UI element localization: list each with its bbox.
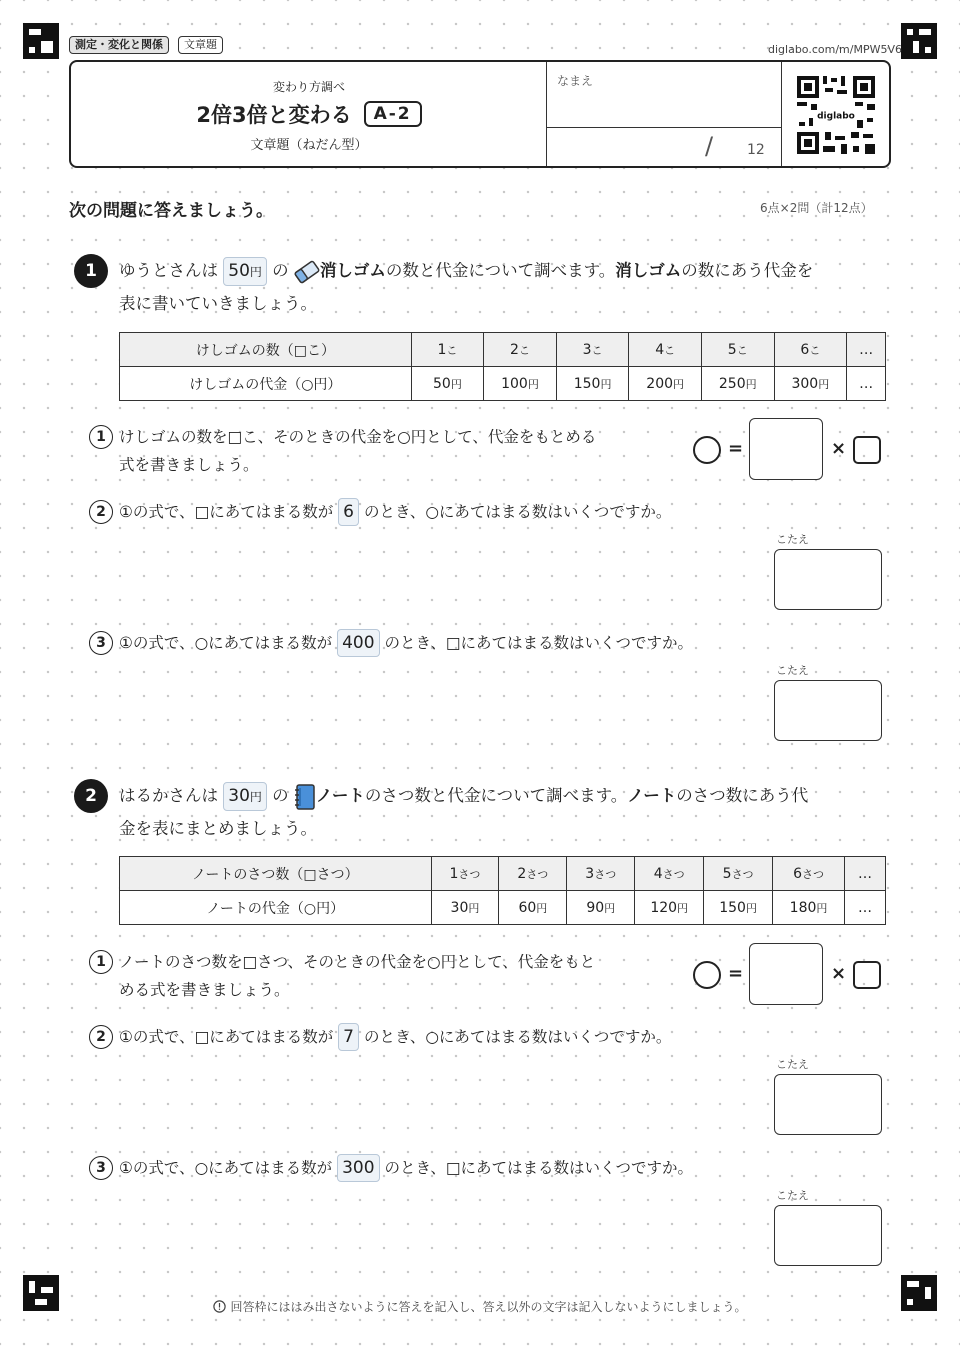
question-1-text: [119, 254, 889, 320]
info-icon: [213, 1300, 226, 1313]
q1-count-cell: 4こ: [629, 333, 702, 367]
worksheet-header: [69, 60, 891, 168]
page-url[interactable]: diglabo.com/m/MPW5V6: [768, 43, 902, 56]
q1-sub3-value-box: 400: [337, 629, 379, 657]
corner-marker-top-right: [901, 23, 937, 59]
q2-ellipsis-cell: …: [844, 857, 885, 891]
q2-sub1-text: ノートのさつ数を□さつ、そのときの代金を○円として、代金をもと める式を書きましょう。: [119, 953, 596, 999]
q1-text-c: の数と代金について調べます。: [385, 261, 616, 280]
formula-square-icon: [853, 961, 881, 989]
q1-count-cell: 6こ: [774, 333, 847, 367]
q1-text-e: 表に書いていきましょう。: [119, 294, 317, 313]
formula-square-icon: [853, 436, 881, 464]
q1-count-header: けしゴムの数（□こ）: [120, 333, 412, 367]
q1-text-d: の数にあう代金を: [681, 261, 814, 280]
formula-equals: =: [728, 438, 744, 459]
q1-sub1-text: けしゴムの数を□こ、そのときの代金を○円として、代金をもとめる 式を書きましょう。: [119, 428, 597, 474]
q1-price-cell: 200円: [629, 367, 702, 401]
q2-price-header: ノートの代金（○円）: [120, 891, 432, 925]
question-1-number: 1: [74, 254, 108, 288]
q1-price-cell: 50円: [411, 367, 484, 401]
corner-marker-top-left: [23, 23, 59, 59]
formula-equals: =: [728, 963, 744, 984]
q1-price-box: 50円: [223, 257, 267, 286]
q2-sub3-number: 3: [89, 1156, 113, 1180]
q2-sub1-number: 1: [89, 950, 113, 974]
q2-sub2-text: ①の式で、□にあてはまる数が 7 のとき、○にあてはまる数はいくつですか。: [119, 1023, 671, 1051]
formula-times: ×: [831, 438, 847, 459]
q2-count-cell: 3さつ: [567, 857, 635, 891]
instruction-text: 次の問題に答えましょう。: [69, 201, 273, 221]
formula-times: ×: [831, 963, 847, 984]
qr-brand-label: diglabo: [817, 111, 855, 122]
q1-price-cell: 150円: [556, 367, 629, 401]
answer-label: こたえ: [776, 664, 809, 677]
q2-text-a: はるかさんは: [119, 786, 218, 805]
qr-code-icon: [795, 74, 877, 156]
q2-text-c: のさつ数と代金について調べます。: [364, 786, 628, 805]
footer-note: [0, 1298, 960, 1315]
name-score-block: [546, 62, 782, 166]
points-info: 6点×2問（計12点）: [760, 201, 873, 215]
formula-circle-icon: [693, 436, 721, 464]
q2-count-cell: 2さつ: [499, 857, 567, 891]
q1-ellipsis-cell: …: [847, 367, 886, 401]
q2-count-cell: 5さつ: [704, 857, 773, 891]
q1-sub2-number: 2: [89, 500, 113, 524]
q2-price-cell: 30円: [431, 891, 499, 925]
question-2-number: 2: [74, 779, 108, 813]
q1-formula-answer-box[interactable]: [749, 418, 823, 480]
score-total: 12: [747, 142, 765, 158]
notebook-icon: [294, 784, 316, 810]
q1-sub3-answer-box[interactable]: [774, 680, 882, 741]
level-badge: A-2: [364, 101, 422, 127]
q1-sub2-value-box: 6: [338, 498, 359, 526]
q2-price-cell: 180円: [773, 891, 845, 925]
q2-sub2-number: 2: [89, 1025, 113, 1049]
name-field[interactable]: [547, 62, 781, 128]
q2-item-name: ノート: [315, 786, 365, 805]
q2-text-d: のさつ数にあう代: [676, 786, 809, 805]
title-block: [71, 62, 547, 166]
q2-price-cell: 90円: [567, 891, 635, 925]
question-2-text: [119, 779, 889, 845]
score-slash: /: [705, 132, 714, 160]
q2-sub3-answer-box[interactable]: [774, 1205, 882, 1266]
category-tag: 測定・変化と関係: [69, 36, 169, 54]
q2-item-name-2: ノート: [627, 786, 677, 805]
q2-price-cell: 60円: [499, 891, 567, 925]
q2-count-header: ノートのさつ数（□さつ）: [120, 857, 432, 891]
q1-text-b: の: [272, 261, 289, 280]
q1-table-price-row: [120, 367, 886, 401]
q1-price-cell: 250円: [701, 367, 774, 401]
q2-text-e: 金を表にまとめましょう。: [119, 819, 317, 838]
q2-table: [119, 856, 886, 925]
footer-text: 回答枠にははみ出さないように答えを記入し、答え以外の文字は記入しないようにしましょう。: [230, 1300, 747, 1314]
q1-sub1-number: 1: [89, 425, 113, 449]
q1-count-cell: 2こ: [484, 333, 557, 367]
q2-sub3-text: ①の式で、○にあてはまる数が 300 のとき、□にあてはまる数はいくつですか。: [119, 1154, 693, 1182]
worksheet-subtitle: 文章題（ねだん型）: [250, 138, 368, 153]
worksheet-title: 2倍3倍と変わる: [196, 103, 352, 127]
q1-count-cell: 5こ: [701, 333, 774, 367]
name-label: なまえ: [557, 74, 594, 88]
q1-price-header: けしゴムの代金（○円）: [120, 367, 412, 401]
q1-item-name-2: 消しゴム: [615, 261, 682, 280]
q2-price-box: 30円: [223, 782, 267, 811]
q1-count-cell: 3こ: [556, 333, 629, 367]
q1-item-name: 消しゴム: [319, 261, 386, 280]
q1-sub2-text: ①の式で、□にあてはまる数が 6 のとき、○にあてはまる数はいくつですか。: [119, 498, 671, 526]
q2-formula-answer-box[interactable]: [749, 943, 823, 1005]
q2-sub3-value-box: 300: [337, 1154, 379, 1182]
q1-price-cell: 300円: [774, 367, 847, 401]
q1-sub3-text: ①の式で、○にあてはまる数が 400 のとき、□にあてはまる数はいくつですか。: [119, 629, 693, 657]
q2-ellipsis-cell: …: [844, 891, 885, 925]
eraser-icon: [294, 260, 320, 284]
q2-price-cell: 120円: [635, 891, 704, 925]
q1-sub3-number: 3: [89, 631, 113, 655]
q2-table-price-row: [120, 891, 886, 925]
answer-label: こたえ: [776, 533, 809, 546]
q1-sub2-answer-box[interactable]: [774, 549, 882, 610]
q2-count-cell: 6さつ: [773, 857, 845, 891]
unit-subtitle: 変わり方調べ: [272, 80, 345, 94]
q2-text-b: の: [272, 786, 289, 805]
formula-circle-icon: [693, 961, 721, 989]
q2-table-count-row: [120, 857, 886, 891]
q2-sub2-answer-box[interactable]: [774, 1074, 882, 1135]
q1-table: [119, 332, 886, 401]
answer-label: こたえ: [776, 1058, 809, 1071]
type-tag: 文章題: [178, 36, 223, 54]
q1-text-a: ゆうとさんは: [119, 261, 218, 280]
q2-count-cell: 1さつ: [431, 857, 499, 891]
answer-label: こたえ: [776, 1189, 809, 1202]
q1-count-cell: 1こ: [411, 333, 484, 367]
q1-table-count-row: [120, 333, 886, 367]
q1-ellipsis-cell: …: [847, 333, 886, 367]
q2-sub2-value-box: 7: [338, 1023, 359, 1051]
q1-price-cell: 100円: [484, 367, 557, 401]
q2-price-cell: 150円: [704, 891, 773, 925]
q2-count-cell: 4さつ: [635, 857, 704, 891]
